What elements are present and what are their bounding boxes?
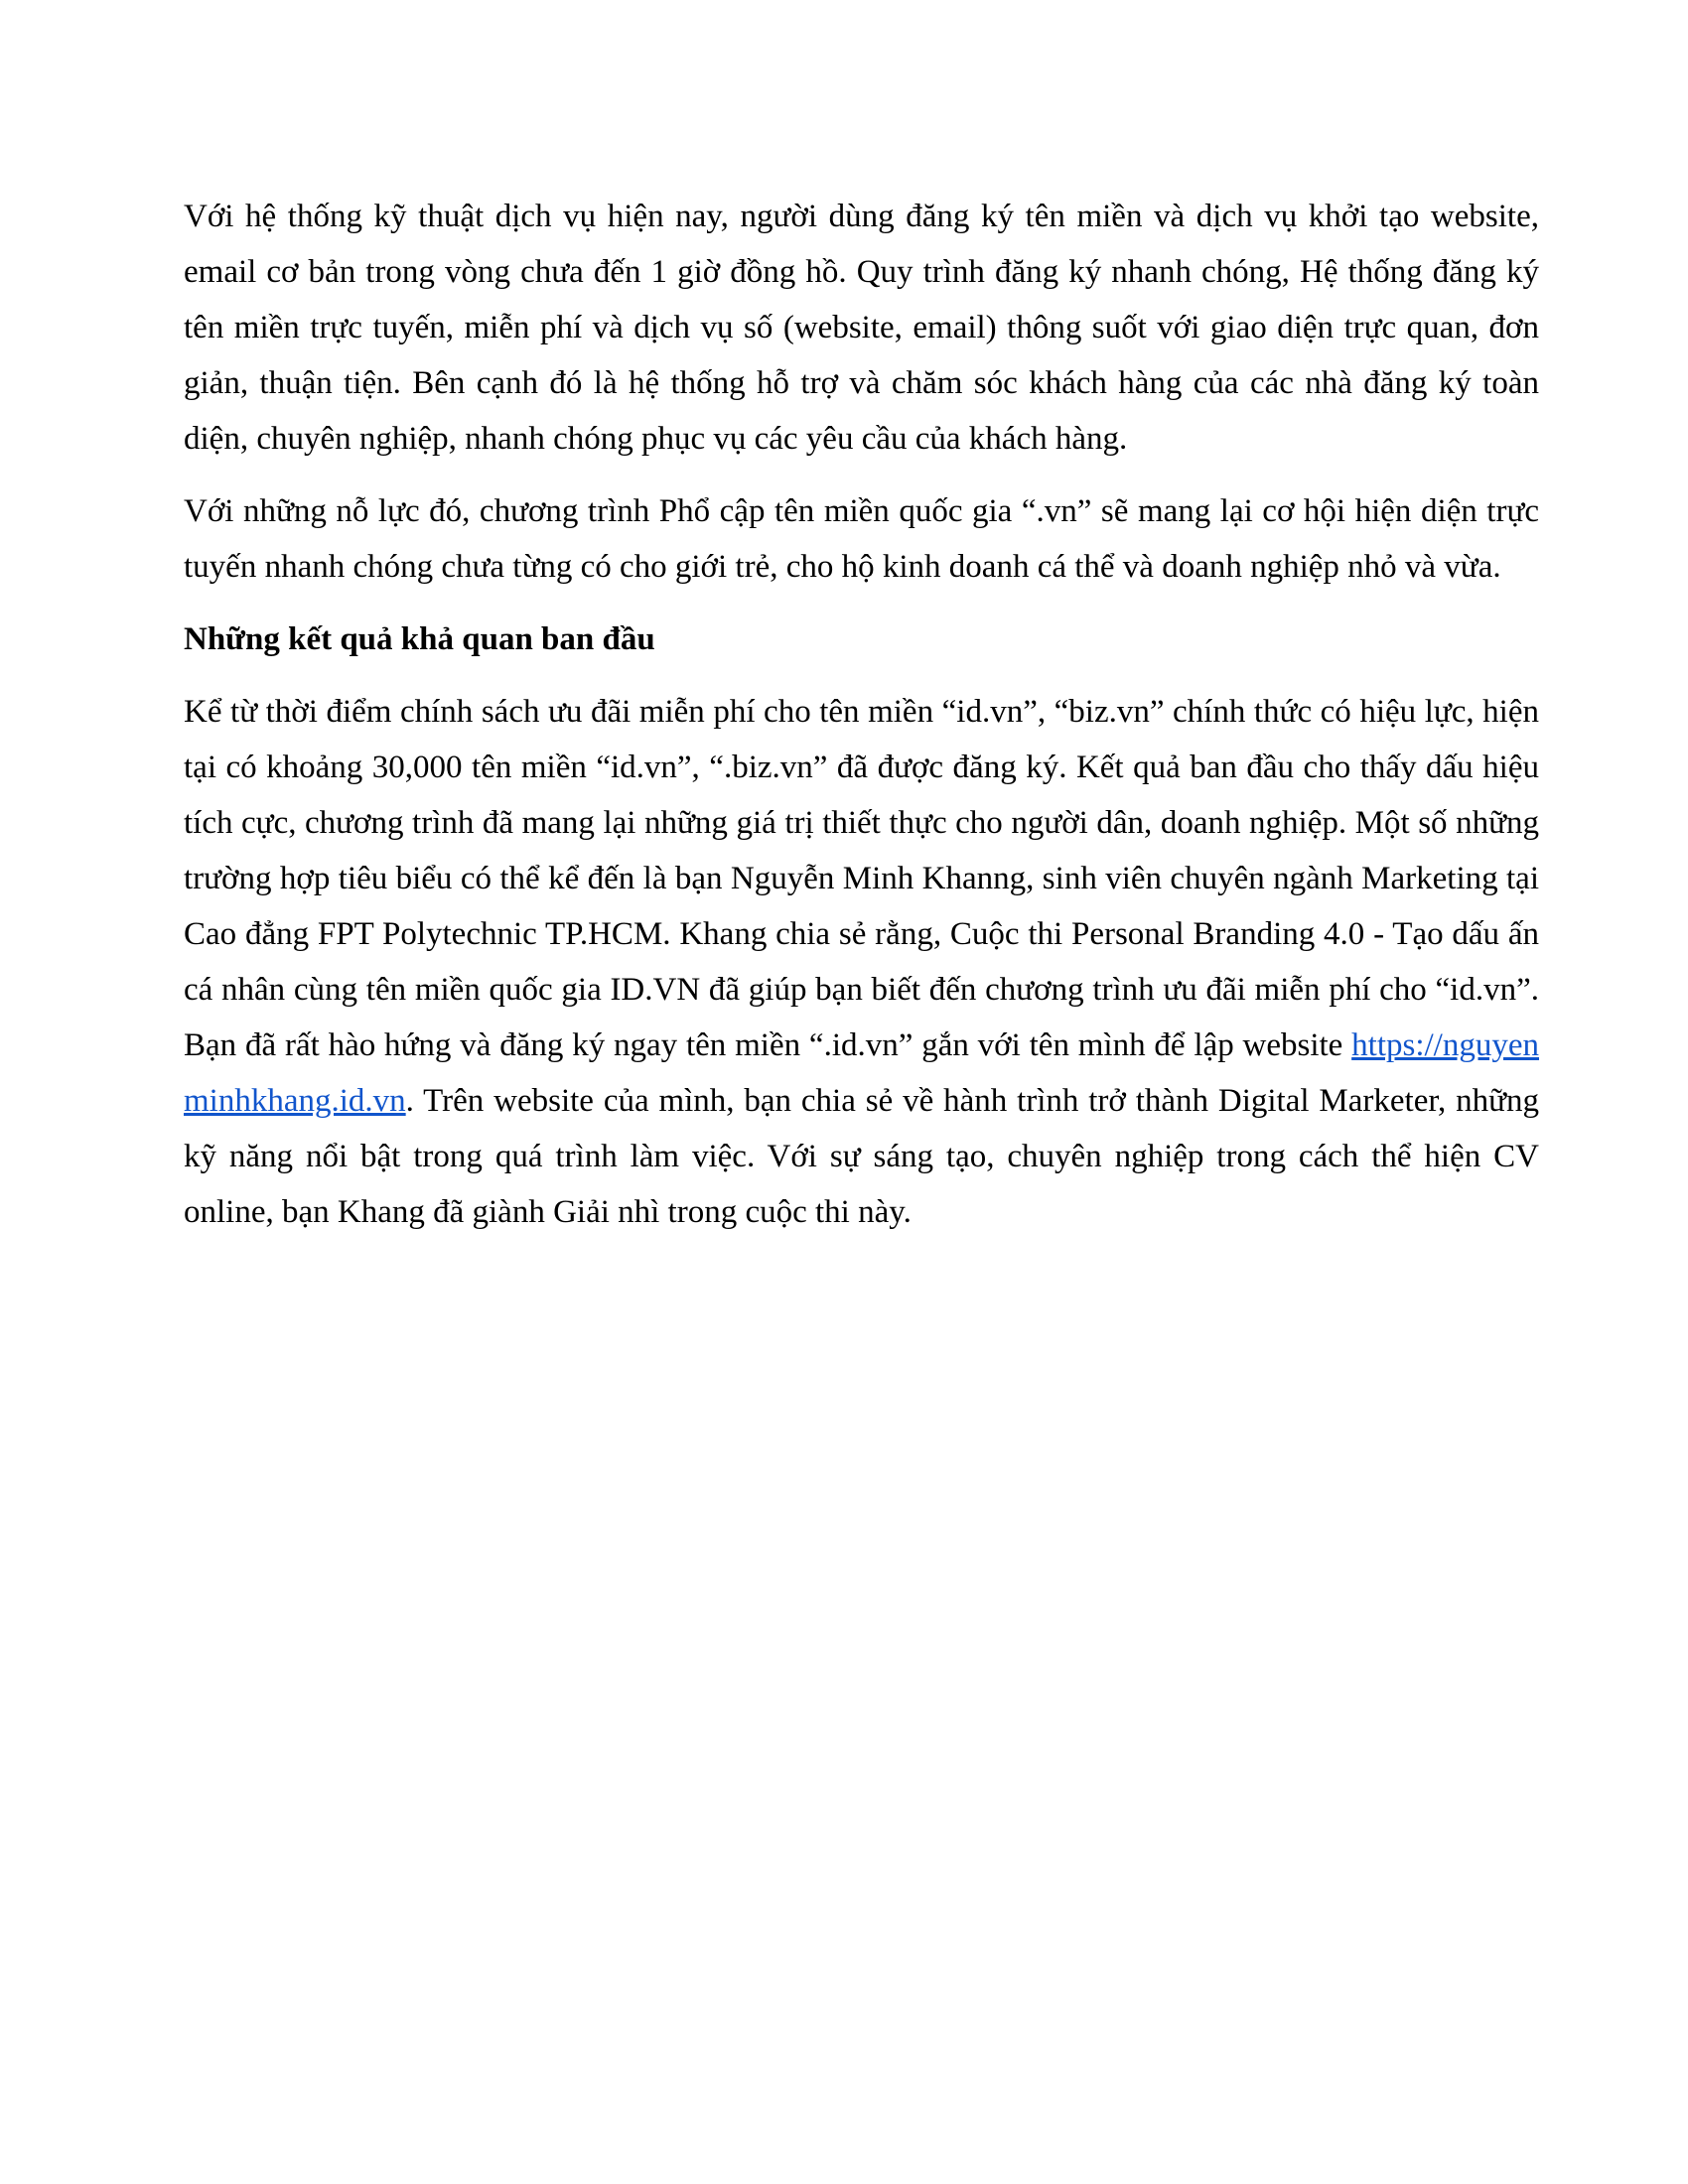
nguyenminhkhang-website-link[interactable]: https://nguyenminhkhang.id.vn [184,1027,1539,1119]
paragraph-results-story [184,684,1539,1240]
section-heading-initial-results: Những kết quả khả quan ban đầu [184,621,655,657]
paragraph-registration-system: Với hệ thống kỹ thuật dịch vụ hiện nay, người dùng đăng ký tên miền và dịch vụ khởi tạo website, email cơ bản trong vòng chưa đến 1 giờ đồng hồ. Quy trình đăng ký nhanh chóng, Hệ thống đăng ký tên miền trực tuyến, miễn phí và dịch vụ số (website, email) thông suốt với giao diện trực quan, đơn giản, thuận tiện. Bên cạnh đó là hệ thống hỗ trợ và chăm sóc khách hàng của các nhà đăng ký toàn diện, chuyên nghiệp, nhanh chóng phục vụ các yêu cầu của khách hàng. [184,199,1539,457]
document-body [184,189,1539,1240]
results-text-before-link: Kể từ thời điểm chính sách ưu đãi miễn phí cho tên miền “id.vn”, “biz.vn” chính thức có hiệu lực, hiện tại có khoảng 30,000 tên miền “id.vn”, “.biz.vn” đã được đăng ký. Kết quả ban đầu cho thấy dấu hiệu tích cực, chương trình đã mang lại những giá trị thiết thực cho người dân, doanh nghiệp. Một số những trường hợp tiêu biểu có thể kể đến là bạn Nguyễn Minh Khanng, sinh viên chuyên ngành Marketing tại Cao đẳng FPT Polytechnic TP.HCM. Khang chia sẻ rằng, Cuộc thi Personal Branding 4.0 - Tạo dấu ấn cá nhân cùng tên miền quốc gia ID.VN đã giúp bạn biết đến chương trình ưu đãi miễn phí cho “id.vn”. Bạn đã rất hào hứng và đăng ký ngay tên miền “.id.vn” gắn với tên mình để lập website [184,694,1539,1063]
paragraph-vn-domain-program: Với những nỗ lực đó, chương trình Phổ cập tên miền quốc gia “.vn” sẽ mang lại cơ hội hiện diện trực tuyến nhanh chóng chưa từng có cho giới trẻ, cho hộ kinh doanh cá thể và doanh nghiệp nhỏ và vừa. [184,493,1539,585]
results-text-after-link: . Trên website của mình, bạn chia sẻ về hành trình trở thành Digital Marketer, những kỹ năng nổi bật trong quá trình làm việc. Với sự sáng tạo, chuyên nghiệp trong cách thể hiện CV online, bạn Khang đã giành Giải nhì trong cuộc thi này. [184,1083,1539,1230]
